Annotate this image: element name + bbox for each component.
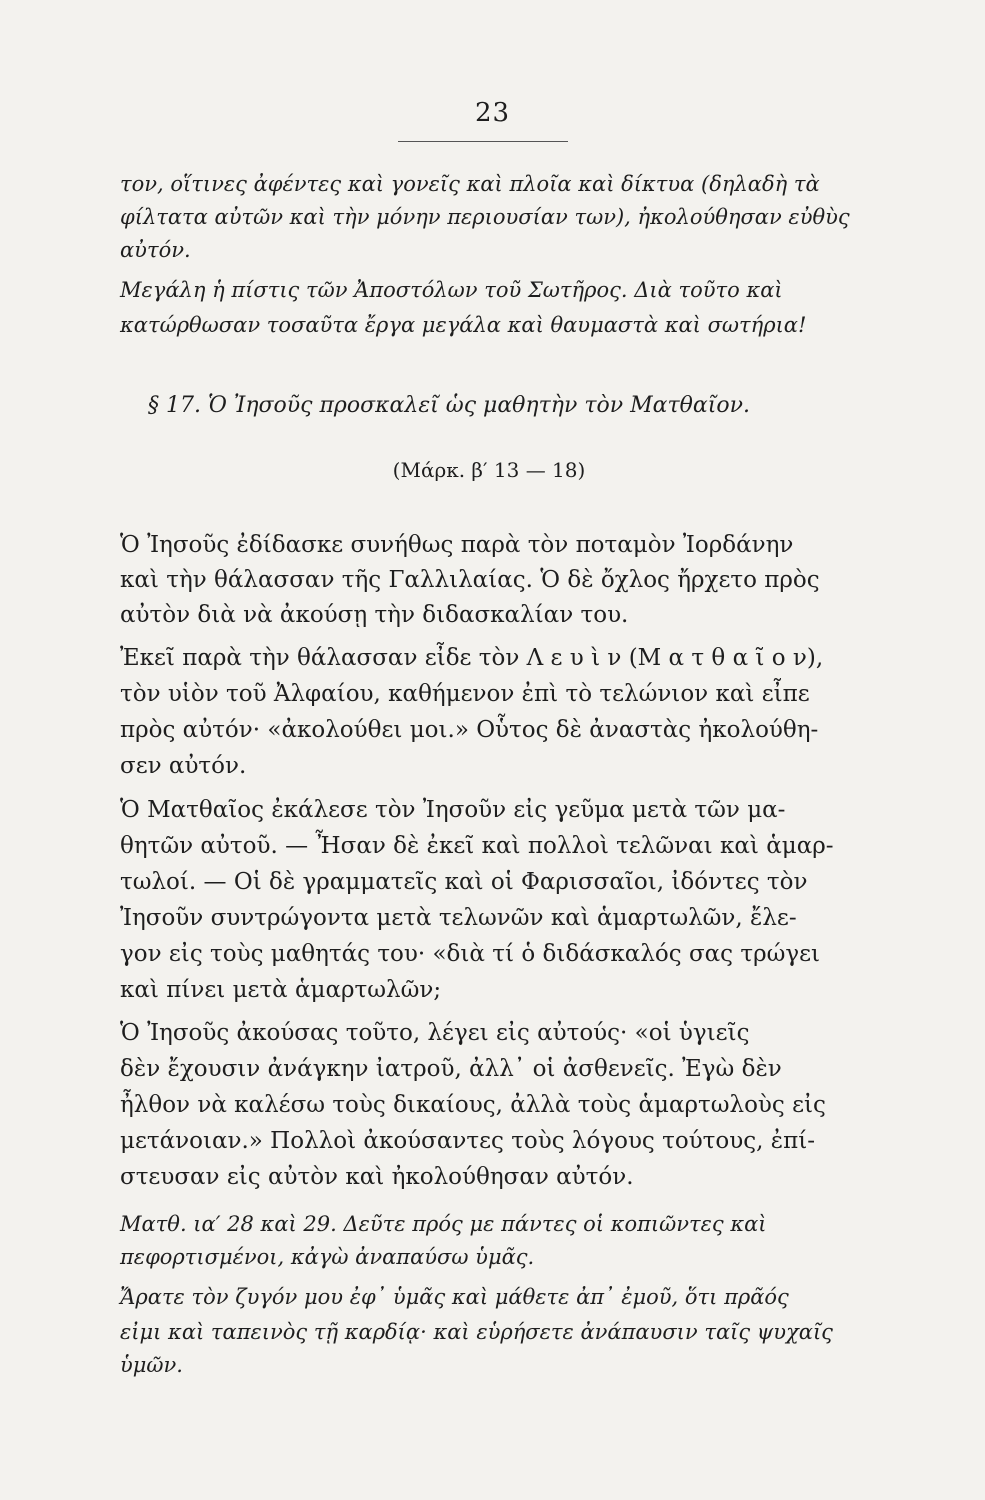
text-line: θητῶν αὐτοῦ. — Ἦσαν δὲ ἐκεῖ καὶ πολλοὶ τελῶναι καὶ ἁμαρ-	[120, 833, 834, 859]
text-line: Ὁ Ἰησοῦς ἐδίδασκε συνήθως παρὰ τὸν ποταμὸν Ἰορδάνην	[120, 532, 794, 558]
text-line: τον, οἵτινες ἀφέντες καὶ γονεῖς καὶ πλοῖα καὶ δίκτυα (δηλαδὴ τὰ	[120, 172, 820, 196]
text-line: Ἄρατε τὸν ζυγόν μου ἐφ᾽ ὑμᾶς καὶ μάθετε ἀπ᾽ ἐμοῦ, ὅτι πρᾶός	[120, 1285, 789, 1309]
header-rule	[398, 141, 568, 142]
text-line: Ὁ Ἰησοῦς ἀκούσας τοῦτο, λέγει εἰς αὐτούς· «οἱ ὑγιεῖς	[120, 1020, 750, 1046]
scripture-reference-text: (Μάρκ. β′ 13 — 18)	[392, 458, 586, 482]
text-line: Ἰησοῦν συντρώγοντα μετὰ τελωνῶν καὶ ἁμαρτωλῶν, ἔλε-	[120, 905, 797, 931]
text-line: Ὁ Ματθαῖος ἐκάλεσε τὸν Ἰησοῦν εἰς γεῦμα μετὰ τῶν μα-	[120, 797, 786, 823]
page-number: 23	[474, 98, 511, 128]
text-line: ὑμῶν.	[120, 1353, 183, 1377]
text-line: αὐτὸν διὰ νὰ ἀκούσῃ τὴν διδασκαλίαν του.	[120, 602, 629, 628]
text-line: σεν αὐτόν.	[120, 753, 247, 779]
text-line: μετάνοιαν.» Πολλοὶ ἀκούσαντες τοὺς λόγους τούτους, ἐπί-	[120, 1128, 815, 1154]
text-line: κατώρθωσαν τοσαῦτα ἔργα μεγάλα καὶ θαυμαστὰ καὶ σωτήρια!	[120, 313, 807, 337]
text-line: τωλοί. — Οἱ δὲ γραμματεῖς καὶ οἱ Φαρισσαῖοι, ἰδόντες τὸν	[120, 869, 808, 895]
text-line: Μεγάλη ἡ πίστις τῶν Ἀποστόλων τοῦ Σωτῆρος. Διὰ τοῦτο καὶ	[120, 278, 783, 302]
text-line: φίλτατα αὐτῶν καὶ τὴν μόνην περιουσίαν των), ἠκολούθησαν εὐθὺς	[120, 205, 850, 229]
text-line: καὶ πίνει μετὰ ἁμαρτωλῶν;	[120, 977, 442, 1003]
text-line: γον εἰς τοὺς μαθητάς του· «διὰ τί ὁ διδάσκαλός σας τρώγει	[120, 941, 821, 967]
text-line: δὲν ἔχουσιν ἀνάγκην ἰατροῦ, ἀλλ᾽ οἱ ἀσθενεῖς. Ἐγὼ δὲν	[120, 1056, 782, 1082]
text-line: Ἐκεῖ παρὰ τὴν θάλασσαν εἶδε τὸν Λ ε υ ὶ ν (Μ α τ θ α ῖ ο ν),	[120, 645, 824, 671]
text-line: στευσαν εἰς αὐτὸν καὶ ἠκολούθησαν αὐτόν.	[120, 1164, 634, 1190]
text-line: Ματθ. ια′ 28 καὶ 29. Δεῦτε πρός με πάντες οἱ κοπιῶντες καὶ	[120, 1212, 767, 1236]
text-line: καὶ τὴν θάλασσαν τῆς Γαλλιλαίας. Ὁ δὲ ὄχλος ἤρχετο πρὸς	[120, 567, 820, 593]
text-line: ἦλθον νὰ καλέσω τοὺς δικαίους, ἀλλὰ τοὺς ἁμαρτωλοὺς εἰς	[120, 1092, 826, 1118]
text-line: τὸν υἱὸν τοῦ Ἀλφαίου, καθήμενον ἐπὶ τὸ τελώνιον καὶ εἶπε	[120, 681, 810, 707]
text-line: εἰμι καὶ ταπεινὸς τῇ καρδίᾳ· καὶ εὑρήσετε ἀνάπαυσιν ταῖς ψυχαῖς	[120, 1320, 833, 1344]
text-line: πεφορτισμένοι, κἀγὼ ἀναπαύσω ὑμᾶς.	[120, 1245, 535, 1269]
text-line: αὐτόν.	[120, 238, 191, 262]
section-heading-text: § 17. Ὁ Ἰησοῦς προσκαλεῖ ὡς μαθητὴν τὸν Ματθαῖον.	[148, 393, 751, 418]
text-line: πρὸς αὐτόν· «ἀκολούθει μοι.» Οὗτος δὲ ἀναστὰς ἠκολούθη-	[120, 717, 819, 743]
